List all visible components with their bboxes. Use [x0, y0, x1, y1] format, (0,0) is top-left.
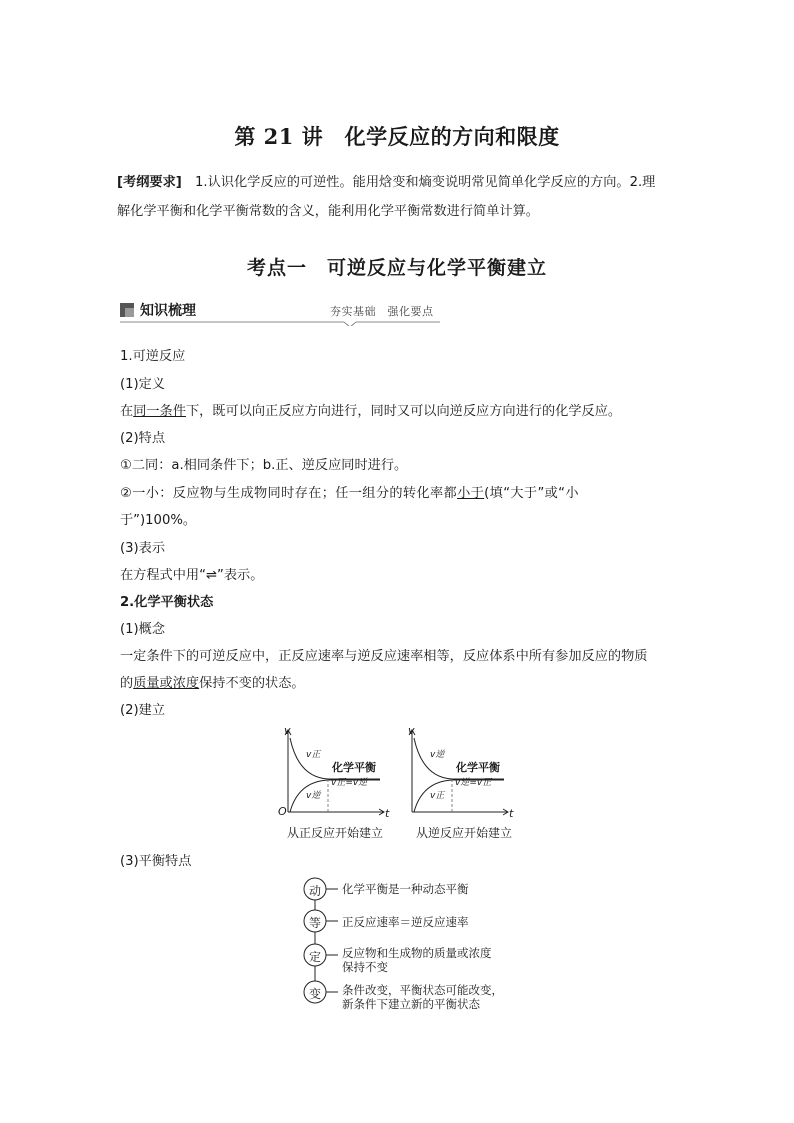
graph2-lower-label: v正: [430, 791, 445, 801]
feature-char-fixed: 定: [309, 950, 322, 964]
feature-char-dynamic: 动: [309, 884, 322, 898]
feature-two-same: ①二同：a.相同条件下；b.正、逆反应同时进行。: [120, 458, 408, 473]
feature-one-small: ②一小：反应物与生成物同时存在；任一组分的转化率都小于(填“大于”或“小: [120, 486, 579, 501]
knowledge-header: [120, 300, 440, 326]
graph1-caption: 从正反应开始建立: [287, 826, 384, 840]
subheading-establishment: (2)建立: [120, 703, 166, 718]
page-title: 第 21 讲 化学反应的方向和限度: [234, 124, 560, 149]
graph2-eq-label: 化学平衡: [456, 761, 500, 774]
requirements-line-1: 1.认识化学反应的可逆性。能用焓变和熵变说明常见简单化学反应的方向。2.理: [181, 175, 656, 190]
header-underline: [120, 300, 440, 326]
feature-char-equal: 等: [309, 916, 322, 930]
feature-text-fixed-1: 反应物和生成物的质量或浓度: [342, 946, 492, 960]
graph1-eq-label: 化学平衡: [332, 761, 376, 774]
graph2-eq-rel: v逆=v正: [455, 778, 492, 788]
knowledge-subtitle: 夯实基础 强化要点: [330, 305, 434, 318]
requirements-tag: [考纲要求]: [117, 175, 182, 190]
feature-text-change-1: 条件改变，平衡状态可能改变，: [342, 983, 503, 997]
subheading-definition: (1)定义: [120, 377, 166, 392]
graph1-upper-label: v正: [306, 750, 321, 760]
feature-text-equal: 正反应速率＝逆反应速率: [342, 915, 469, 929]
heading-reversible-reaction: 1.可逆反应: [120, 349, 186, 364]
subheading-equilibrium-features: (3)平衡特点: [120, 854, 192, 869]
graph1-eq-rel: v正=v逆: [331, 778, 368, 788]
feature-one-small-cont: 于”)100%。: [120, 513, 197, 528]
subheading-notation: (3)表示: [120, 541, 166, 556]
notation-text: 在方程式中用“⇌”表示。: [120, 568, 264, 583]
section-title: 考点一 可逆反应与化学平衡建立: [246, 257, 547, 279]
feature-text-fixed-2: 保持不变: [342, 960, 388, 974]
feature-char-change: 变: [309, 987, 322, 1001]
graph1-origin: O: [278, 805, 287, 818]
exam-requirements: [117, 168, 682, 226]
knowledge-label: 知识梳理: [140, 303, 196, 319]
subheading-features: (2)特点: [120, 431, 166, 446]
subheading-concept: (1)概念: [120, 622, 166, 637]
graph2-axis-x: t: [509, 807, 514, 820]
heading-equilibrium-state: 2.化学平衡状态: [120, 595, 214, 610]
definition-text: 在同一条件下，既可以向正反应方向进行，同时又可以向逆反应方向进行的化学反应。: [120, 404, 622, 419]
feature-text-change-2: 新条件下建立新的平衡状态: [342, 997, 480, 1011]
graph1-lower-label: v逆: [306, 791, 321, 801]
concept-text-2: 的质量或浓度保持不变的状态。: [120, 676, 305, 691]
requirements-line-2: 解化学平衡和化学平衡常数的含义，能利用化学平衡常数进行简单计算。: [117, 204, 539, 219]
graph2-caption: 从逆反应开始建立: [416, 826, 513, 840]
feature-text-dynamic: 化学平衡是一种动态平衡: [342, 882, 469, 896]
graph1-axis-x: t: [385, 807, 390, 820]
concept-text-1: 一定条件下的可逆反应中，正反应速率与逆反应速率相等，反应体系中所有参加反应的物质: [120, 649, 648, 664]
graph2-axis-y: v: [408, 724, 415, 737]
graph2-upper-label: v逆: [430, 750, 445, 760]
graph1-axis-y: v: [284, 724, 291, 737]
